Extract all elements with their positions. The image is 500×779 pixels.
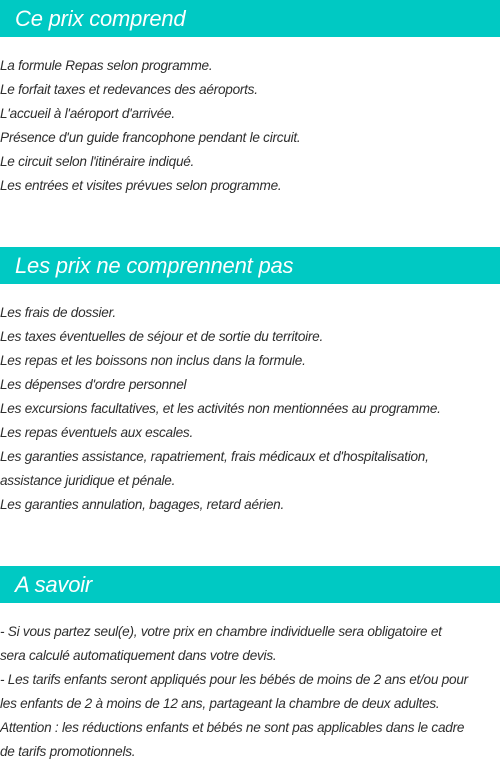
list-item: Les excursions facultatives, et les activités non mentionnées au programme. (0, 401, 441, 416)
list-item: Le forfait taxes et redevances des aéroports. (0, 82, 258, 97)
list-item: sera calculé automatiquement dans votre devis. (0, 648, 277, 663)
section-header (0, 247, 500, 284)
list-item: Les frais de dossier. (0, 305, 116, 320)
list-item: - Si vous partez seul(e), votre prix en chambre individuelle sera obligatoire et (0, 624, 442, 639)
list-item: Les repas et les boissons non inclus dans la formule. (0, 353, 306, 368)
list-item: assistance juridique et pénale. (0, 473, 176, 488)
list-item: L'accueil à l'aéroport d'arrivée. (0, 106, 175, 121)
list-item: Les entrées et visites prévues selon programme. (0, 178, 282, 193)
list-item: Le circuit selon l'itinéraire indiqué. (0, 154, 195, 169)
info-list (0, 620, 500, 764)
list-item: Les repas éventuels aux escales. (0, 425, 194, 440)
list-item: Les garanties assistance, rapatriement, frais médicaux et d'hospitalisation, (0, 449, 429, 464)
list-item: les enfants de 2 à moins de 12 ans, partageant la chambre de deux adultes. (0, 696, 440, 711)
section-header (0, 566, 500, 603)
section-price-includes (0, 0, 500, 198)
list-item: Les taxes éventuelles de séjour et de sortie du territoire. (0, 329, 324, 344)
list-item: La formule Repas selon programme. (0, 58, 213, 73)
section-good-to-know (0, 566, 500, 764)
list-item: Présence d'un guide francophone pendant le circuit. (0, 130, 301, 145)
excludes-list (0, 301, 500, 517)
section-title: Les prix ne comprennent pas (15, 252, 294, 278)
section-title: Ce prix comprend (15, 5, 186, 31)
list-item: Les dépenses d'ordre personnel (0, 377, 187, 392)
includes-list (0, 54, 500, 198)
list-item: - Les tarifs enfants seront appliqués pour les bébés de moins de 2 ans et/ou pour (0, 672, 468, 687)
list-item: de tarifs promotionnels. (0, 744, 136, 759)
section-title: A savoir (15, 571, 93, 597)
section-price-excludes (0, 247, 500, 517)
section-header (0, 0, 500, 37)
list-item: Attention : les réductions enfants et bébés ne sont pas applicables dans le cadre (0, 720, 465, 735)
list-item: Les garanties annulation, bagages, retard aérien. (0, 497, 284, 512)
